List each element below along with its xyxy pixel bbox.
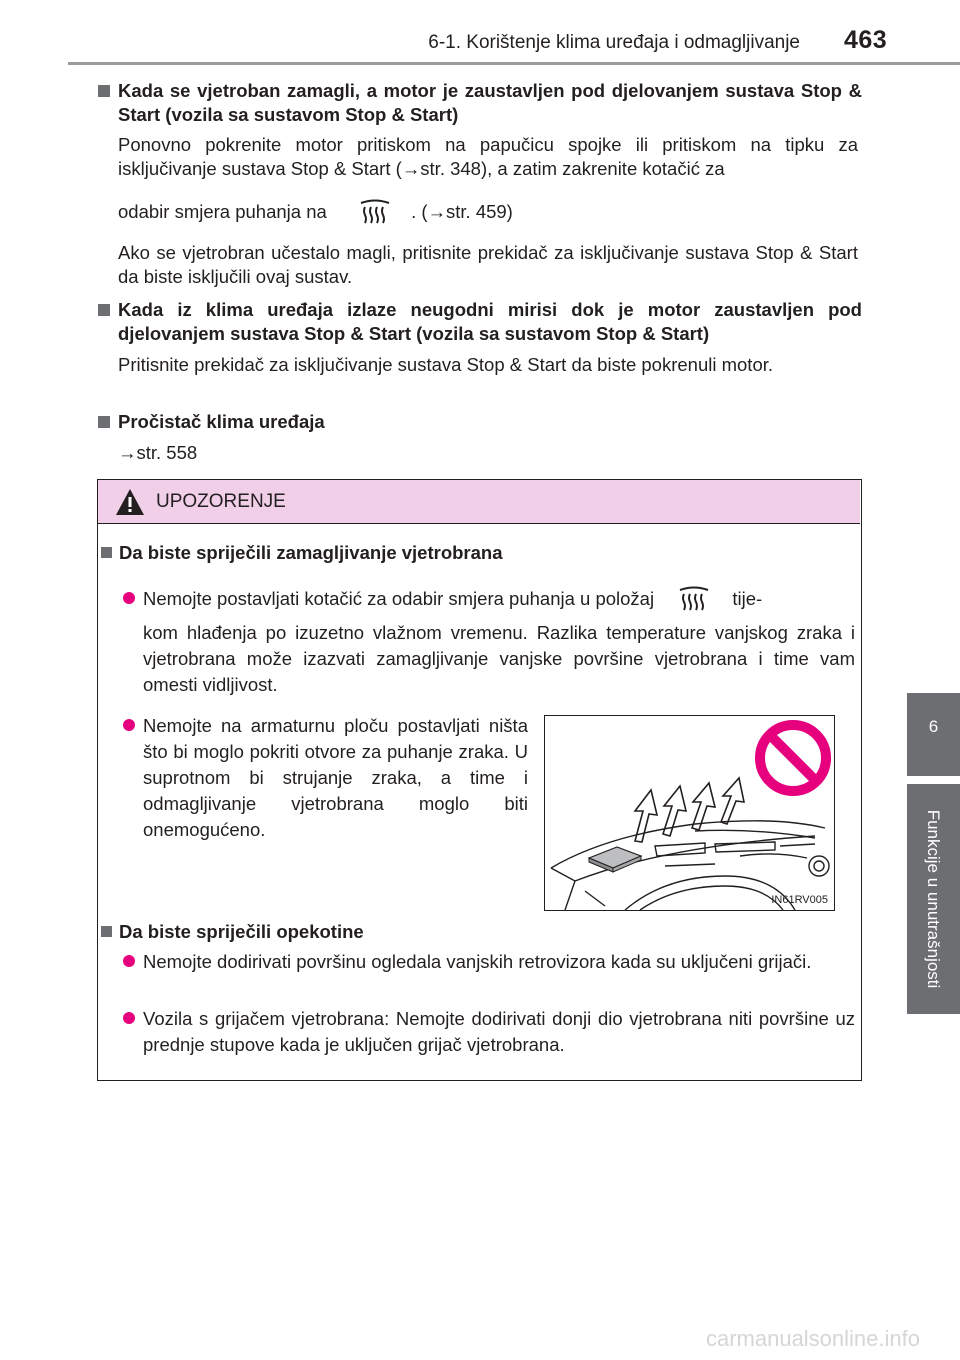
warning-title: UPOZORENJE bbox=[156, 491, 286, 512]
page-number: 463 bbox=[844, 26, 888, 54]
object-on-dashboard bbox=[589, 847, 641, 872]
square-bullet-icon bbox=[98, 416, 110, 428]
bullet-dot-icon bbox=[123, 719, 135, 731]
section-heading-odors-stop-start: Kada iz klima uređaja izlaze neugodni mirisi dok je motor zaustavljen pod djelovanjem sustava Stop & Start (vozila sa sustavom Stop & Start) bbox=[98, 298, 862, 346]
paragraph-defrost-mode: odabir smjera puhanja na . (→str. 459) bbox=[118, 199, 858, 227]
paragraph-restart-engine: Ponovno pokrenite motor pritiskom na papučicu spojke ili pritiskom na tipku za isključivanje sustava Stop & Start (→str. 348), a zatim zakrenite kotačić za bbox=[118, 134, 858, 179]
square-bullet-icon bbox=[98, 304, 110, 316]
warning-triangle-icon bbox=[115, 487, 145, 517]
square-bullet-icon bbox=[98, 85, 110, 97]
page-reference-filter: →str. 558 bbox=[118, 442, 198, 463]
dashboard-illustration bbox=[544, 715, 835, 911]
warning-header bbox=[98, 480, 860, 524]
airflow-arrows-icon bbox=[635, 778, 744, 842]
paragraph-frequent-fog: Ako se vjetrobran učestalo magli, pritisnite prekidač za isključivanje sustava Stop & Start da biste isključili ovaj sustav. bbox=[118, 242, 858, 287]
bullet-dot-icon bbox=[123, 1012, 135, 1024]
square-bullet-icon bbox=[101, 926, 112, 937]
chapter-tab-label-text: Funkcije u unutrašnjosti bbox=[924, 809, 943, 989]
windshield-defroster-icon bbox=[358, 199, 392, 227]
section-heading-air-filter: Pročistač klima uređaja bbox=[98, 410, 862, 434]
chapter-tab-label bbox=[907, 784, 960, 1014]
windshield-defroster-icon bbox=[677, 586, 711, 614]
header-divider bbox=[68, 62, 960, 65]
bullet-dot-icon bbox=[123, 955, 135, 967]
bullet-dot-icon bbox=[123, 592, 135, 604]
section-heading-fog-stop-start: Kada se vjetroban zamagli, a motor je zaustavljen pod djelovanjem sustava Stop & Start (vozila sa sustavom Stop & Start) bbox=[98, 79, 862, 127]
warning-bullet-defrost-mode: Nemojte postavljati kotačić za odabir smjera puhanja u položaj tije- bbox=[123, 586, 855, 614]
warning-bullet-windshield-heater: Vozila s grijačem vjetrobrana: Nemojte dodirivati donji dio vjetrobrana niti površine uz prednje stupove kada je uključen grijač vjetrobrana. bbox=[123, 1006, 855, 1058]
watermark: carmanualsonline.info bbox=[705, 1326, 920, 1351]
warning-heading-burns: Da biste spriječili opekotine bbox=[101, 920, 841, 944]
warning-heading-fogging: Da biste spriječili zamagljivanje vjetrobrana bbox=[101, 541, 841, 565]
chapter-tab-number: 6 bbox=[907, 693, 960, 776]
paragraph-restart-odors: Pritisnite prekidač za isključivanje sustava Stop & Start da biste pokrenuli motor. bbox=[118, 354, 774, 375]
warning-bullet-defrost-continuation: kom hlađenja po izuzetno vlažnom vremenu. Razlika temperature vanjskog zraka i vjetrobrana može izazvati zamagljivanje vanjske površine vjetrobrana i time vam omesti vidljivost. bbox=[143, 622, 855, 695]
dashboard-vents-drawing bbox=[545, 716, 834, 910]
square-bullet-icon bbox=[101, 547, 112, 558]
warning-bullet-dashboard: Nemojte na armaturnu ploču postavljati ništa što bi moglo pokriti otvore za puhanje zraka. U suprotnom bi strujanje zraka, a time i odmagljivanje vjetrobrana moglo biti onemogućeno. bbox=[123, 713, 528, 843]
warning-bullet-mirrors: Nemojte dodirivati površinu ogledala vanjskih retrovizora kada su uključeni grijači. bbox=[123, 949, 855, 975]
illustration-code: IN61RV005 bbox=[771, 894, 828, 906]
section-title: 6-1. Korištenje klima uređaja i odmagljivanje bbox=[428, 32, 800, 53]
prohibition-icon bbox=[760, 725, 826, 791]
